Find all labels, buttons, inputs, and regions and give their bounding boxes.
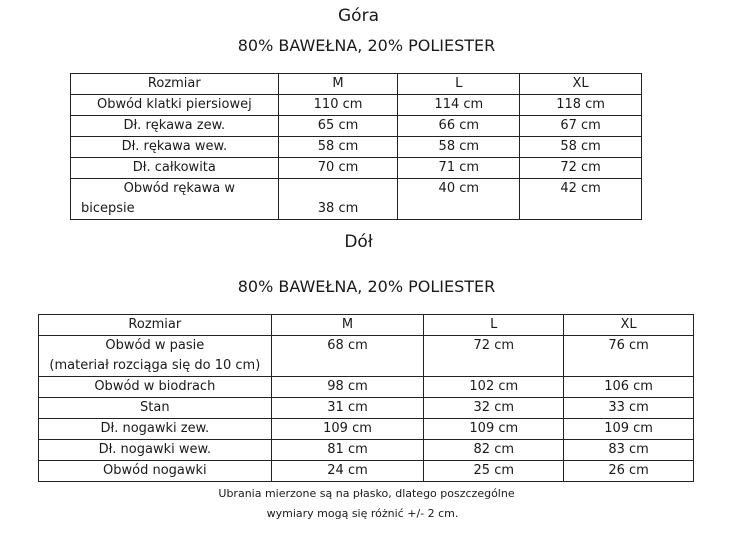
header-xl: XL	[564, 315, 694, 336]
waist-label-line2: (materiał rozciąga się do 10 cm)	[49, 358, 261, 373]
table-row	[39, 419, 694, 440]
row-label	[71, 179, 279, 220]
value-m: 58 cm	[278, 137, 398, 158]
row-label	[39, 336, 272, 377]
value-m: 98 cm	[271, 377, 424, 398]
value-l: 25 cm	[424, 461, 564, 482]
value-xl: 33 cm	[564, 398, 694, 419]
waist-m: 68 cm	[327, 338, 368, 353]
row-label: Dł. nogawki wew.	[39, 440, 272, 461]
top-size-table	[70, 73, 642, 220]
value-m: 109 cm	[271, 419, 424, 440]
waist-l: 72 cm	[473, 338, 515, 353]
waist-label-line1: Obwód w pasie	[105, 338, 205, 353]
table-row	[71, 137, 642, 158]
table-row	[39, 461, 694, 482]
table-row	[39, 377, 694, 398]
value-l	[398, 179, 520, 220]
row-label: Dł. rękawa zew.	[71, 116, 279, 137]
value-l: 82 cm	[424, 440, 564, 461]
table-row	[71, 158, 642, 179]
value-xl: 83 cm	[564, 440, 694, 461]
value-m: 81 cm	[271, 440, 424, 461]
header-l: L	[424, 315, 564, 336]
table-row	[71, 95, 642, 116]
table-header-row	[39, 315, 694, 336]
bicep-label-line1: Obwód rękawa w	[123, 181, 236, 196]
measurement-note-line2: wymiary mogą się różnić +/- 2 cm.	[266, 507, 459, 520]
row-label: Dł. nogawki zew.	[39, 419, 272, 440]
waist-xl: 76 cm	[608, 338, 649, 353]
header-m: M	[271, 315, 424, 336]
header-size: Rozmiar	[71, 74, 279, 95]
value-xl: 109 cm	[564, 419, 694, 440]
table-row	[71, 179, 642, 220]
bicep-label-line2: bicepsie	[81, 201, 135, 216]
value-m: 24 cm	[271, 461, 424, 482]
bottom-material: 80% BAWEŁNA, 20% POLIESTER	[237, 277, 496, 296]
value-xl: 58 cm	[520, 137, 642, 158]
table-row	[39, 398, 694, 419]
value-l: 66 cm	[398, 116, 520, 137]
value-xl: 72 cm	[520, 158, 642, 179]
header-size: Rozmiar	[39, 315, 272, 336]
value-l: 102 cm	[424, 377, 564, 398]
bicep-l: 40 cm	[438, 181, 480, 196]
table-header-row	[71, 74, 642, 95]
top-section-heading: Góra	[338, 6, 379, 26]
value-xl: 106 cm	[564, 377, 694, 398]
value-m	[278, 179, 398, 220]
value-l: 71 cm	[398, 158, 520, 179]
value-m: 70 cm	[278, 158, 398, 179]
row-label: Obwód w biodrach	[39, 377, 272, 398]
row-label: Obwód klatki piersiowej	[71, 95, 279, 116]
header-xl: XL	[520, 74, 642, 95]
measurement-note-line1: Ubrania mierzone są na płasko, dlatego poszczególne	[218, 487, 515, 500]
value-xl	[564, 336, 694, 377]
value-l: 114 cm	[398, 95, 520, 116]
table-row	[71, 116, 642, 137]
value-m: 31 cm	[271, 398, 424, 419]
bottom-section-heading: Dół	[344, 232, 373, 252]
bottom-size-table	[38, 314, 694, 482]
row-label: Obwód nogawki	[39, 461, 272, 482]
value-xl	[520, 179, 642, 220]
value-xl: 118 cm	[520, 95, 642, 116]
header-m: M	[278, 74, 398, 95]
row-label: Dł. całkowita	[71, 158, 279, 179]
value-l: 109 cm	[424, 419, 564, 440]
value-l: 32 cm	[424, 398, 564, 419]
value-l: 58 cm	[398, 137, 520, 158]
value-m	[271, 336, 424, 377]
bicep-xl: 42 cm	[560, 181, 601, 196]
bicep-m: 38 cm	[317, 201, 359, 216]
table-row	[39, 336, 694, 377]
row-label: Dł. rękawa wew.	[71, 137, 279, 158]
top-material: 80% BAWEŁNA, 20% POLIESTER	[237, 36, 496, 55]
value-m: 65 cm	[278, 116, 398, 137]
value-l	[424, 336, 564, 377]
table-row	[39, 440, 694, 461]
value-m: 110 cm	[278, 95, 398, 116]
header-l: L	[398, 74, 520, 95]
value-xl: 26 cm	[564, 461, 694, 482]
value-xl: 67 cm	[520, 116, 642, 137]
row-label: Stan	[39, 398, 272, 419]
